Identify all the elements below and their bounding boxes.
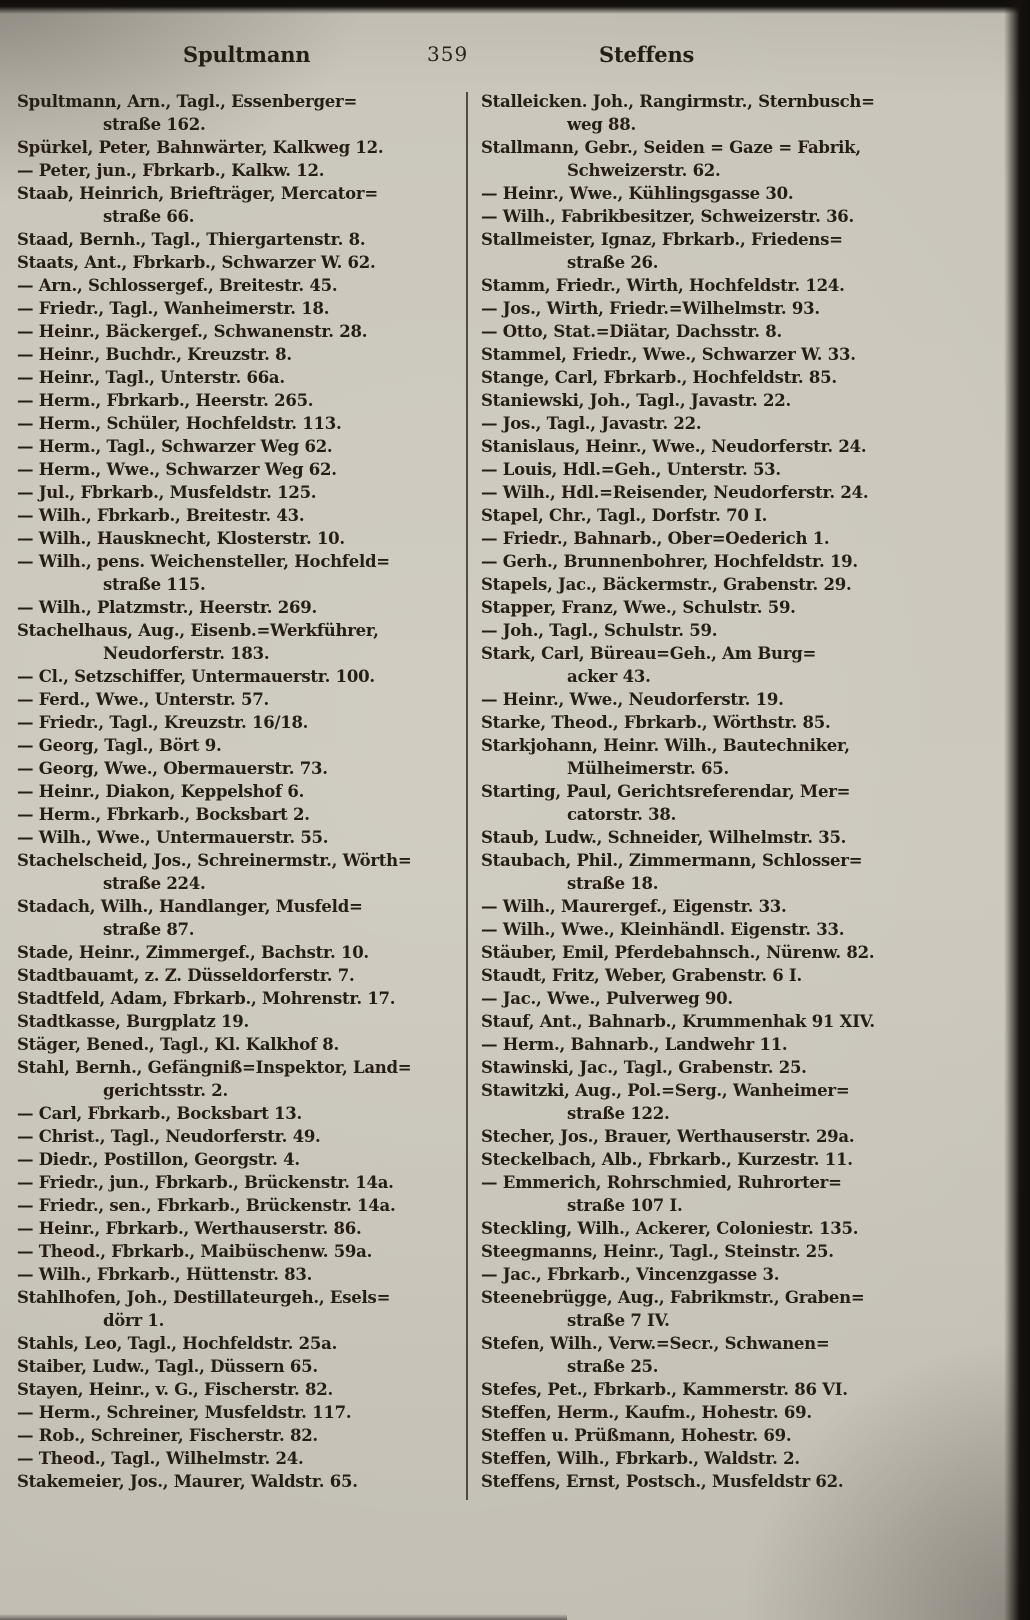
directory-entry [481, 274, 1003, 297]
directory-entry [17, 136, 464, 159]
entry-first-line: — Christ., Tagl., Neudorferstr. 49. [17, 1127, 321, 1146]
entry-first-line: Stahls, Leo, Tagl., Hochfeldstr. 25a. [17, 1334, 338, 1353]
directory-entry [17, 596, 464, 619]
directory-entry [17, 1125, 464, 1148]
entry-continuation-line: straße 122. [567, 1104, 670, 1123]
directory-entry [481, 987, 1003, 1010]
entry-first-line: Stallmann, Gebr., Seiden = Gaze = Fabrik, [481, 138, 861, 157]
directory-entry [17, 1056, 464, 1102]
entry-first-line: — Theod., Fbrkarb., Maibüschenw. 59a. [17, 1242, 373, 1261]
directory-entry [481, 596, 1003, 619]
entry-first-line: — Herm., Wwe., Schwarzer Weg 62. [17, 460, 337, 479]
directory-entry [17, 1217, 464, 1240]
entry-first-line: — Carl, Fbrkarb., Bocksbart 13. [17, 1104, 303, 1123]
entry-first-line: Stäuber, Emil, Pferdebahnsch., Nürenw. 82. [481, 943, 875, 962]
entry-first-line: — Jos., Wirth, Friedr.=Wilhelmstr. 93. [481, 299, 820, 318]
directory-entry [17, 1033, 464, 1056]
column-divider [466, 92, 468, 1500]
entry-continuation-line: straße 107 I. [567, 1196, 683, 1215]
directory-entry [481, 550, 1003, 573]
entry-first-line: — Ferd., Wwe., Unterstr. 57. [17, 690, 269, 709]
entry-first-line: — Heinr., Bäckergef., Schwanenstr. 28. [17, 322, 368, 341]
directory-entry [481, 780, 1003, 826]
entry-first-line: Steckelbach, Alb., Fbrkarb., Kurzestr. 11. [481, 1150, 853, 1169]
directory-entry [481, 1424, 1003, 1447]
header-keyword-left: Spultmann [183, 42, 311, 67]
directory-entry [481, 136, 1003, 182]
scan-edge-right [1004, 0, 1030, 1620]
entry-first-line: Stapel, Chr., Tagl., Dorfstr. 70 I. [481, 506, 768, 525]
entry-first-line: — Heinr., Fbrkarb., Werthauserstr. 86. [17, 1219, 362, 1238]
entry-first-line: Stade, Heinr., Zimmergef., Bachstr. 10. [17, 943, 369, 962]
entry-first-line: — Emmerich, Rohrschmied, Ruhrorter= [481, 1173, 842, 1192]
directory-entry [481, 1240, 1003, 1263]
page-number: 359 [427, 42, 469, 66]
directory-entry [481, 1263, 1003, 1286]
directory-entry [17, 435, 464, 458]
entry-first-line: — Herm., Fbrkarb., Heerstr. 265. [17, 391, 314, 410]
entry-first-line: Stahlhofen, Joh., Destillateurgeh., Esels= [17, 1288, 391, 1307]
entry-first-line: — Friedr., Bahnarb., Ober=Oederich 1. [481, 529, 830, 548]
directory-entry [17, 1401, 464, 1424]
directory-entry [17, 1148, 464, 1171]
directory-entry [481, 1125, 1003, 1148]
entry-first-line: Stapper, Franz, Wwe., Schulstr. 59. [481, 598, 796, 617]
directory-entry [17, 757, 464, 780]
directory-entry [481, 918, 1003, 941]
entry-continuation-line: Neudorferstr. 183. [103, 644, 270, 663]
entry-first-line: Stäger, Bened., Tagl., Kl. Kalkhof 8. [17, 1035, 340, 1054]
entry-continuation-line: straße 18. [567, 874, 659, 893]
entry-first-line: — Rob., Schreiner, Fischerstr. 82. [17, 1426, 318, 1445]
entry-first-line: Staab, Heinrich, Briefträger, Mercator= [17, 184, 378, 203]
directory-entry [17, 1332, 464, 1355]
entry-first-line: — Wilh., Wwe., Untermauerstr. 55. [17, 828, 329, 847]
directory-entry [17, 320, 464, 343]
directory-entry [17, 1355, 464, 1378]
entry-first-line: Stawitzki, Aug., Pol.=Serg., Wanheimer= [481, 1081, 850, 1100]
directory-entry [481, 412, 1003, 435]
entry-first-line: Stalleicken. Joh., Rangirmstr., Sternbusch= [481, 92, 875, 111]
directory-entry [17, 1171, 464, 1194]
entry-first-line: — Heinr., Wwe., Kühlingsgasse 30. [481, 184, 794, 203]
entry-first-line: — Jac., Fbrkarb., Vincenzgasse 3. [481, 1265, 780, 1284]
scan-edge-top [0, 0, 1030, 14]
directory-entry [481, 1010, 1003, 1033]
entry-continuation-line: straße 162. [103, 115, 206, 134]
directory-entry [481, 1033, 1003, 1056]
directory-entry [481, 320, 1003, 343]
entry-first-line: Stapels, Jac., Bäckermstr., Grabenstr. 29. [481, 575, 852, 594]
entry-first-line: — Wilh., pens. Weichensteller, Hochfeld= [17, 552, 390, 571]
directory-entry [481, 1332, 1003, 1378]
entry-continuation-line: Schweizerstr. 62. [567, 161, 721, 180]
entry-first-line: Stallmeister, Ignaz, Fbrkarb., Friedens= [481, 230, 843, 249]
entry-first-line: Stayen, Heinr., v. G., Fischerstr. 82. [17, 1380, 334, 1399]
entry-first-line: Steffen, Wilh., Fbrkarb., Waldstr. 2. [481, 1449, 800, 1468]
header-keyword-right: Steffens [599, 42, 695, 67]
directory-entry [481, 297, 1003, 320]
entry-first-line: Steffen, Herm., Kaufm., Hohestr. 69. [481, 1403, 812, 1422]
entry-first-line: — Otto, Stat.=Diätar, Dachsstr. 8. [481, 322, 782, 341]
directory-entry [17, 1194, 464, 1217]
entry-first-line: — Heinr., Diakon, Keppelshof 6. [17, 782, 305, 801]
directory-entry [481, 481, 1003, 504]
entry-first-line: Staubach, Phil., Zimmermann, Schlosser= [481, 851, 863, 870]
entry-first-line: — Friedr., Tagl., Kreuzstr. 16/18. [17, 713, 309, 732]
directory-entry [17, 1010, 464, 1033]
directory-entry [17, 941, 464, 964]
entry-first-line: Stadtbauamt, z. Z. Düsseldorferstr. 7. [17, 966, 355, 985]
directory-entry [17, 1263, 464, 1286]
entry-first-line: — Wilh., Platzmstr., Heerstr. 269. [17, 598, 317, 617]
directory-entry [481, 205, 1003, 228]
entry-first-line: Steenebrügge, Aug., Fabrikmstr., Graben= [481, 1288, 865, 1307]
directory-entry [481, 182, 1003, 205]
directory-entry [481, 1171, 1003, 1217]
entry-first-line: Stadtkasse, Burgplatz 19. [17, 1012, 249, 1031]
entry-first-line: — Cl., Setzschiffer, Untermauerstr. 100. [17, 667, 375, 686]
entry-first-line: Stakemeier, Jos., Maurer, Waldstr. 65. [17, 1472, 358, 1491]
directory-entry [17, 987, 464, 1010]
entry-first-line: Stauf, Ant., Bahnarb., Krummenhak 91 XIV. [481, 1012, 875, 1031]
directory-entry [17, 780, 464, 803]
directory-entry [17, 412, 464, 435]
entry-first-line: — Georg, Tagl., Bört 9. [17, 736, 222, 755]
entry-first-line: Staad, Bernh., Tagl., Thiergartenstr. 8. [17, 230, 366, 249]
page-header [0, 42, 1030, 72]
directory-entry [17, 550, 464, 596]
directory-entry [17, 734, 464, 757]
directory-entry [481, 228, 1003, 274]
entry-first-line: — Arn., Schlossergef., Breitestr. 45. [17, 276, 338, 295]
directory-entry [481, 1401, 1003, 1424]
entry-first-line: Staub, Ludw., Schneider, Wilhelmstr. 35. [481, 828, 847, 847]
entry-first-line: — Peter, jun., Fbrkarb., Kalkw. 12. [17, 161, 325, 180]
entry-first-line: Steegmanns, Heinr., Tagl., Steinstr. 25. [481, 1242, 834, 1261]
entry-first-line: Stefen, Wilh., Verw.=Secr., Schwanen= [481, 1334, 830, 1353]
entry-first-line: — Friedr., sen., Fbrkarb., Brückenstr. 14a. [17, 1196, 396, 1215]
entry-first-line: — Joh., Tagl., Schulstr. 59. [481, 621, 718, 640]
entry-first-line: — Jos., Tagl., Javastr. 22. [481, 414, 702, 433]
entry-first-line: — Heinr., Tagl., Unterstr. 66a. [17, 368, 285, 387]
entry-continuation-line: dörr 1. [103, 1311, 165, 1330]
directory-entry [481, 343, 1003, 366]
entry-first-line: — Wilh., Maurergef., Eigenstr. 33. [481, 897, 787, 916]
entry-first-line: Stammel, Friedr., Wwe., Schwarzer W. 33. [481, 345, 856, 364]
directory-entry [481, 504, 1003, 527]
entry-first-line: Stefes, Pet., Fbrkarb., Kammerstr. 86 VI. [481, 1380, 848, 1399]
scan-edge-bottom [0, 1614, 567, 1620]
entry-first-line: Stecher, Jos., Brauer, Werthauserstr. 29a. [481, 1127, 855, 1146]
directory-entry [481, 1217, 1003, 1240]
entry-continuation-line: Mülheimerstr. 65. [567, 759, 729, 778]
entry-first-line: Stachelscheid, Jos., Schreinermstr., Wörth= [17, 851, 412, 870]
entry-first-line: — Wilh., Hausknecht, Klosterstr. 10. [17, 529, 345, 548]
directory-entry [481, 1286, 1003, 1332]
directory-entry [481, 964, 1003, 987]
entry-first-line: Stadtfeld, Adam, Fbrkarb., Mohrenstr. 17. [17, 989, 396, 1008]
entry-first-line: — Georg, Wwe., Obermauerstr. 73. [17, 759, 328, 778]
directory-entry [481, 366, 1003, 389]
entry-first-line: — Herm., Schreiner, Musfeldstr. 117. [17, 1403, 352, 1422]
directory-entry [17, 849, 464, 895]
directory-entry [17, 251, 464, 274]
entry-first-line: — Jac., Wwe., Pulverweg 90. [481, 989, 733, 1008]
directory-entry [17, 159, 464, 182]
directory-column-left [17, 90, 464, 1512]
directory-entry [17, 1470, 464, 1493]
entry-continuation-line: catorstr. 38. [567, 805, 677, 824]
directory-entry [481, 435, 1003, 458]
directory-entry [17, 527, 464, 550]
directory-entry [17, 1286, 464, 1332]
directory-entry [17, 274, 464, 297]
directory-entry [17, 964, 464, 987]
entry-first-line: — Herm., Tagl., Schwarzer Weg 62. [17, 437, 333, 456]
entry-continuation-line: straße 115. [103, 575, 206, 594]
entry-first-line: — Theod., Tagl., Wilhelmstr. 24. [17, 1449, 304, 1468]
entry-first-line: — Jul., Fbrkarb., Musfeldstr. 125. [17, 483, 317, 502]
directory-entry [17, 711, 464, 734]
entry-first-line: Staiber, Ludw., Tagl., Düssern 65. [17, 1357, 318, 1376]
directory-entry [481, 1378, 1003, 1401]
entry-first-line: — Herm., Schüler, Hochfeldstr. 113. [17, 414, 342, 433]
directory-entry [17, 826, 464, 849]
entry-first-line: Steffen u. Prüßmann, Hohestr. 69. [481, 1426, 792, 1445]
entry-continuation-line: straße 87. [103, 920, 195, 939]
entry-continuation-line: straße 26. [567, 253, 659, 272]
directory-entry [17, 297, 464, 320]
entry-first-line: Stachelhaus, Aug., Eisenb.=Werkführer, [17, 621, 379, 640]
directory-entry [481, 688, 1003, 711]
directory-entry [17, 1102, 464, 1125]
entry-first-line: — Heinr., Buchdr., Kreuzstr. 8. [17, 345, 292, 364]
directory-entry [481, 90, 1003, 136]
entry-continuation-line: straße 25. [567, 1357, 659, 1376]
entry-first-line: Starke, Theod., Fbrkarb., Wörthstr. 85. [481, 713, 831, 732]
entry-first-line: — Friedr., jun., Fbrkarb., Brückenstr. 14a. [17, 1173, 394, 1192]
entry-first-line: — Wilh., Hdl.=Reisender, Neudorferstr. 24. [481, 483, 869, 502]
entry-continuation-line: acker 43. [567, 667, 651, 686]
directory-entry [17, 665, 464, 688]
entry-continuation-line: straße 224. [103, 874, 206, 893]
entry-first-line: Starting, Paul, Gerichtsreferendar, Mer= [481, 782, 851, 801]
directory-entry [481, 1470, 1003, 1493]
directory-entry [17, 619, 464, 665]
directory-entry [17, 458, 464, 481]
entry-first-line: — Herm., Fbrkarb., Bocksbart 2. [17, 805, 310, 824]
directory-entry [17, 228, 464, 251]
entry-first-line: — Wilh., Fbrkarb., Breitestr. 43. [17, 506, 305, 525]
directory-entry [17, 182, 464, 228]
entry-first-line: Steffens, Ernst, Postsch., Musfeldstr 62. [481, 1472, 844, 1491]
directory-entry [481, 458, 1003, 481]
directory-entry [481, 826, 1003, 849]
entry-first-line: Stange, Carl, Fbrkarb., Hochfeldstr. 85. [481, 368, 837, 387]
directory-entry [17, 481, 464, 504]
entry-continuation-line: straße 7 IV. [567, 1311, 670, 1330]
entry-first-line: Stawinski, Jac., Tagl., Grabenstr. 25. [481, 1058, 807, 1077]
entry-continuation-line: weg 88. [567, 115, 636, 134]
entry-first-line: Steckling, Wilh., Ackerer, Coloniestr. 135. [481, 1219, 859, 1238]
entry-first-line: — Wilh., Fabrikbesitzer, Schweizerstr. 36. [481, 207, 855, 226]
directory-entry [481, 619, 1003, 642]
directory-entry [481, 1079, 1003, 1125]
entry-first-line: — Wilh., Fbrkarb., Hüttenstr. 83. [17, 1265, 313, 1284]
directory-entry [481, 734, 1003, 780]
directory-entry [17, 389, 464, 412]
entry-first-line: Stamm, Friedr., Wirth, Hochfeldstr. 124. [481, 276, 845, 295]
entry-first-line: — Friedr., Tagl., Wanheimerstr. 18. [17, 299, 330, 318]
entry-first-line: Stark, Carl, Büreau=Geh., Am Burg= [481, 644, 817, 663]
entry-first-line: — Louis, Hdl.=Geh., Unterstr. 53. [481, 460, 781, 479]
entry-first-line: — Diedr., Postillon, Georgstr. 4. [17, 1150, 300, 1169]
directory-entry [481, 711, 1003, 734]
directory-column-right [481, 90, 1003, 1512]
directory-entry [481, 1056, 1003, 1079]
entry-first-line: Spürkel, Peter, Bahnwärter, Kalkweg 12. [17, 138, 384, 157]
entry-first-line: — Herm., Bahnarb., Landwehr 11. [481, 1035, 788, 1054]
entry-first-line: Stadach, Wilh., Handlanger, Musfeld= [17, 897, 363, 916]
directory-entry [481, 642, 1003, 688]
entry-continuation-line: gerichtsstr. 2. [103, 1081, 229, 1100]
entry-first-line: — Wilh., Wwe., Kleinhändl. Eigenstr. 33. [481, 920, 845, 939]
entry-first-line: Staudt, Fritz, Weber, Grabenstr. 6 I. [481, 966, 802, 985]
directory-entry [17, 688, 464, 711]
directory-entry [481, 895, 1003, 918]
entry-first-line: Starkjohann, Heinr. Wilh., Bautechniker, [481, 736, 850, 755]
directory-entry [481, 1148, 1003, 1171]
directory-entry [17, 366, 464, 389]
directory-entry [17, 1447, 464, 1470]
entry-first-line: Stanislaus, Heinr., Wwe., Neudorferstr. 24. [481, 437, 867, 456]
entry-first-line: — Heinr., Wwe., Neudorferstr. 19. [481, 690, 784, 709]
directory-entry [17, 343, 464, 366]
directory-entry [17, 504, 464, 527]
directory-entry [481, 527, 1003, 550]
entry-first-line: Staats, Ant., Fbrkarb., Schwarzer W. 62. [17, 253, 376, 272]
directory-entry [17, 90, 464, 136]
entry-first-line: Spultmann, Arn., Tagl., Essenberger= [17, 92, 358, 111]
directory-entry [17, 895, 464, 941]
directory-entry [481, 849, 1003, 895]
directory-entry [17, 803, 464, 826]
entry-first-line: Stahl, Bernh., Gefängniß=Inspektor, Land= [17, 1058, 412, 1077]
directory-entry [481, 941, 1003, 964]
directory-entry [481, 573, 1003, 596]
directory-entry [17, 1378, 464, 1401]
entry-first-line: — Gerh., Brunnenbohrer, Hochfeldstr. 19. [481, 552, 858, 571]
directory-entry [481, 1447, 1003, 1470]
entry-first-line: Staniewski, Joh., Tagl., Javastr. 22. [481, 391, 791, 410]
entry-continuation-line: straße 66. [103, 207, 195, 226]
directory-entry [481, 389, 1003, 412]
directory-entry [17, 1240, 464, 1263]
directory-entry [17, 1424, 464, 1447]
